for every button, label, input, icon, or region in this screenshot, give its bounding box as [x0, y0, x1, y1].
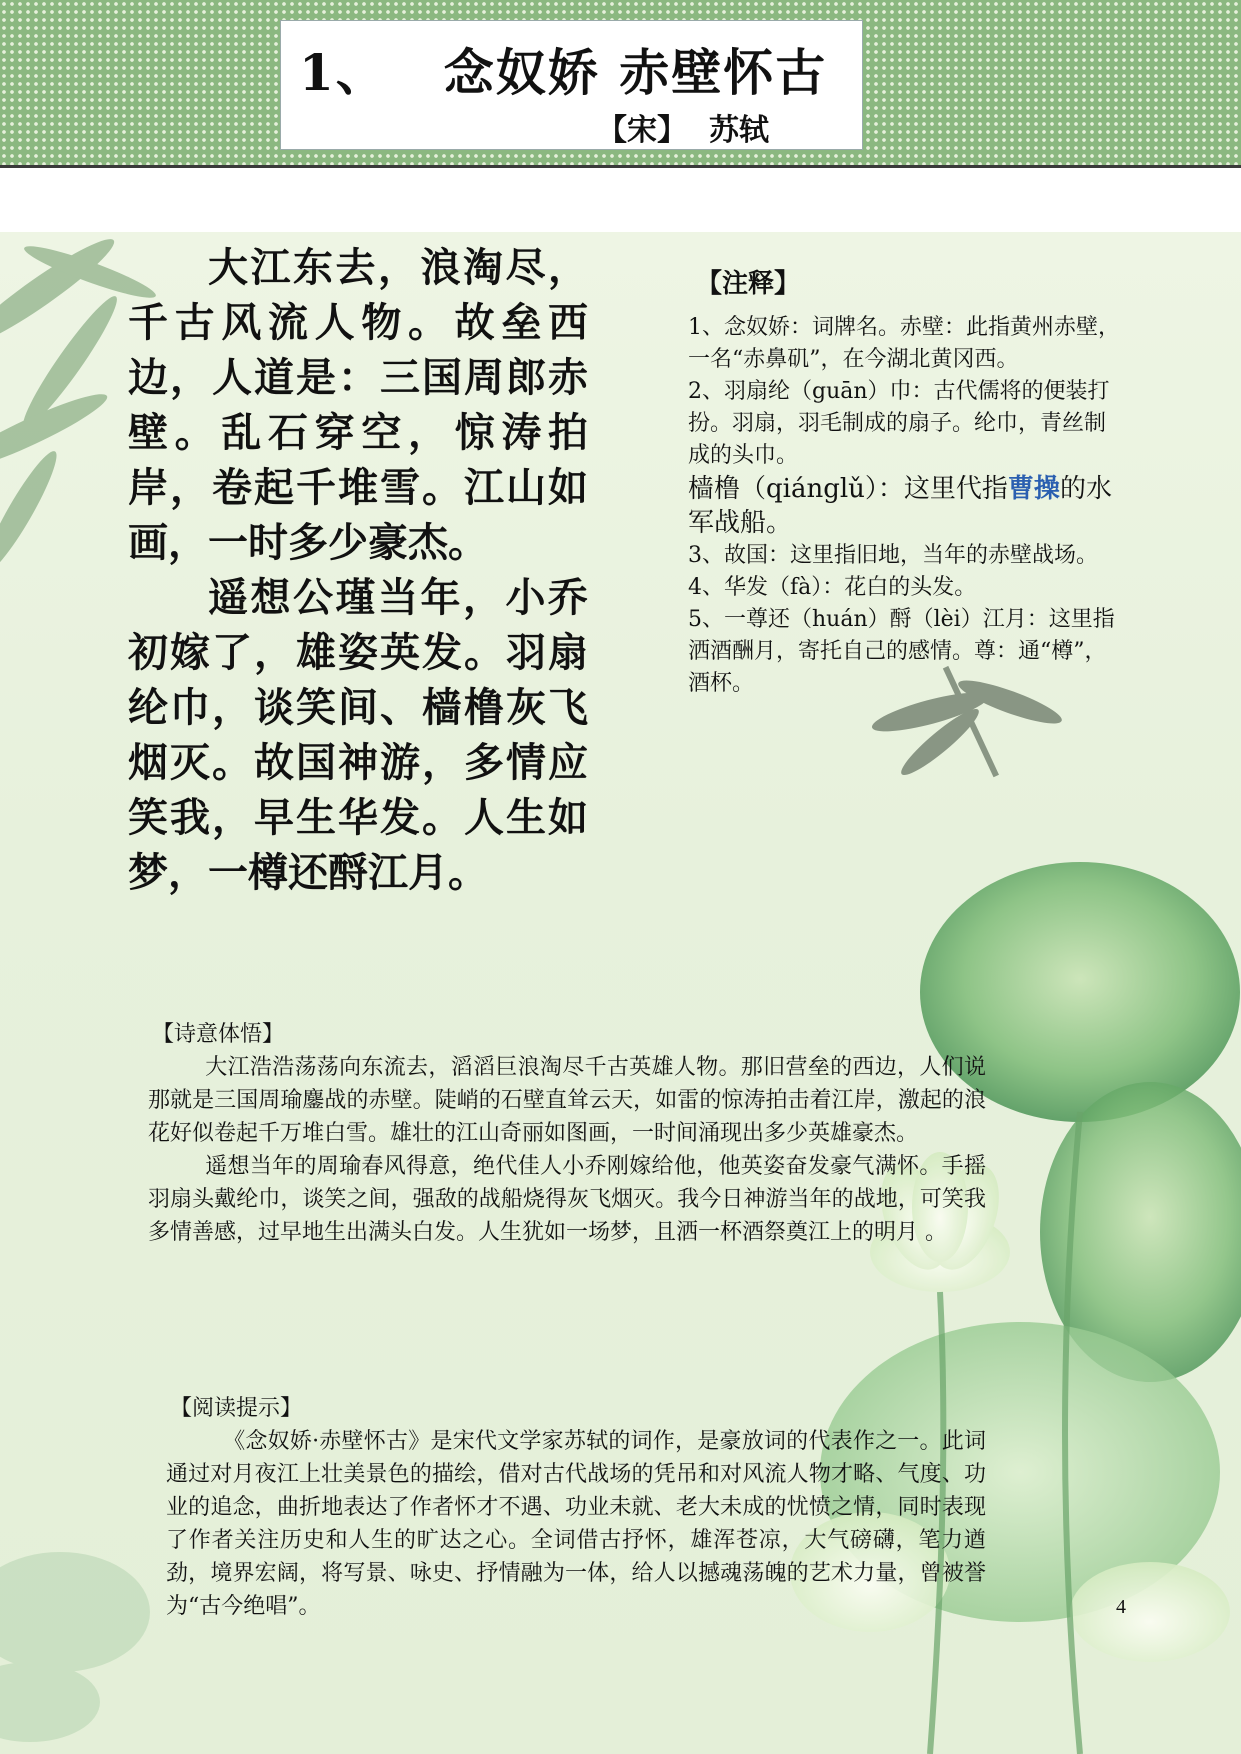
reading-tips-title: 【阅读提示】	[170, 1396, 303, 1421]
poem-stanza-2: 遥想公瑾当年，小乔初嫁了，雄姿英发。羽扇纶巾，谈笑间、樯橹灰飞烟灭。故国神游，多情应笑我，早生华发。人生如梦，一樽还酹江月。	[128, 574, 588, 896]
notes-section	[688, 268, 1120, 700]
poem-stanza-1: 大江东去，浪淘尽，千古风流人物。故垒西边，人道是：三国周郎赤壁。乱石穿空，惊涛拍岸，卷起千堆雪。江山如画，一时多少豪杰。	[128, 244, 588, 566]
reading-tips-paragraph: 《念奴娇·赤壁怀古》是宋代文学家苏轼的词作，是豪放词的代表作之一。此词通过对月夜江上壮美景色的描绘，借对古代战场的凭吊和对风流人物才略、气度、功业的追念，曲折地表达了作者怀才不遇、功业未就、老大未成的忧愤之情，同时表现了作者关注历史和人生的旷达之心。全词借古抒怀，雄浑苍凉，大气磅礴，笔力遒劲，境界宏阔，将写景、咏史、抒情融为一体，给人以撼魂荡魄的艺术力量，曾被誉为“古今绝唱”。	[166, 1429, 986, 1619]
poem-meaning-section	[148, 1018, 986, 1249]
poem-meaning-title: 【诗意体悟】	[152, 1022, 285, 1047]
note-4: 4、华发（fà）：花白的头发。	[688, 575, 977, 600]
reading-tips-section	[166, 1392, 986, 1623]
poem-meaning-paragraph-1: 大江浩浩荡荡向东流去，滔滔巨浪淘尽千古英雄人物。那旧营垒的西边，人们说那就是三国周瑜鏖战的赤壁。陡峭的石壁直耸云天，如雷的惊涛拍击着江岸，激起的浪花好似卷起千万堆白雪。雄壮的江山奇丽如图画，一时间涌现出多少英雄豪杰。	[148, 1055, 986, 1146]
title-box	[280, 20, 863, 150]
note-2b-post: 的水军战船。	[688, 474, 1112, 538]
note-2b-pre: 樯橹（qiánglǔ）：这里代指	[688, 474, 1008, 504]
note-3: 3、故国：这里指旧地，当年的赤壁战场。	[688, 543, 1098, 568]
note-2: 2、羽扇纶（guān）巾：古代儒将的便装打扮。羽扇，羽毛制成的扇子。纶巾，青丝制成的头巾。	[688, 379, 1110, 468]
title-text: 念奴娇 赤壁怀古	[443, 43, 828, 102]
title-number: 1、	[299, 43, 388, 102]
page-title	[299, 33, 827, 105]
poem-text	[128, 240, 588, 900]
dynasty: 【宋】	[597, 113, 687, 148]
header-band	[0, 0, 1241, 168]
page-number: 4	[1116, 1596, 1126, 1618]
notes-title: 【注释】	[696, 269, 801, 299]
author-line	[597, 105, 769, 149]
note-5: 5、一尊还（huán）酹（lèi）江月：这里指洒酒酬月，寄托自己的感情。尊：通“樽”，酒杯。	[688, 607, 1115, 696]
author-name: 苏轼	[709, 113, 769, 148]
note-1: 1、念奴娇：词牌名。赤壁：此指黄州赤壁，一名“赤鼻矶”，在今湖北黄冈西。	[688, 315, 1120, 372]
note-2b	[688, 472, 1120, 540]
note-2b-highlight: 曹操	[1007, 474, 1060, 504]
poem-meaning-paragraph-2: 遥想当年的周瑜春风得意，绝代佳人小乔刚嫁给他，他英姿奋发豪气满怀。手摇羽扇头戴纶巾，谈笑之间，强敌的战船烧得灰飞烟灭。我今日神游当年的战地，可笑我多情善感，过早地生出满头白发。人生犹如一场梦，且洒一杯酒祭奠江上的明月 。	[148, 1154, 986, 1245]
